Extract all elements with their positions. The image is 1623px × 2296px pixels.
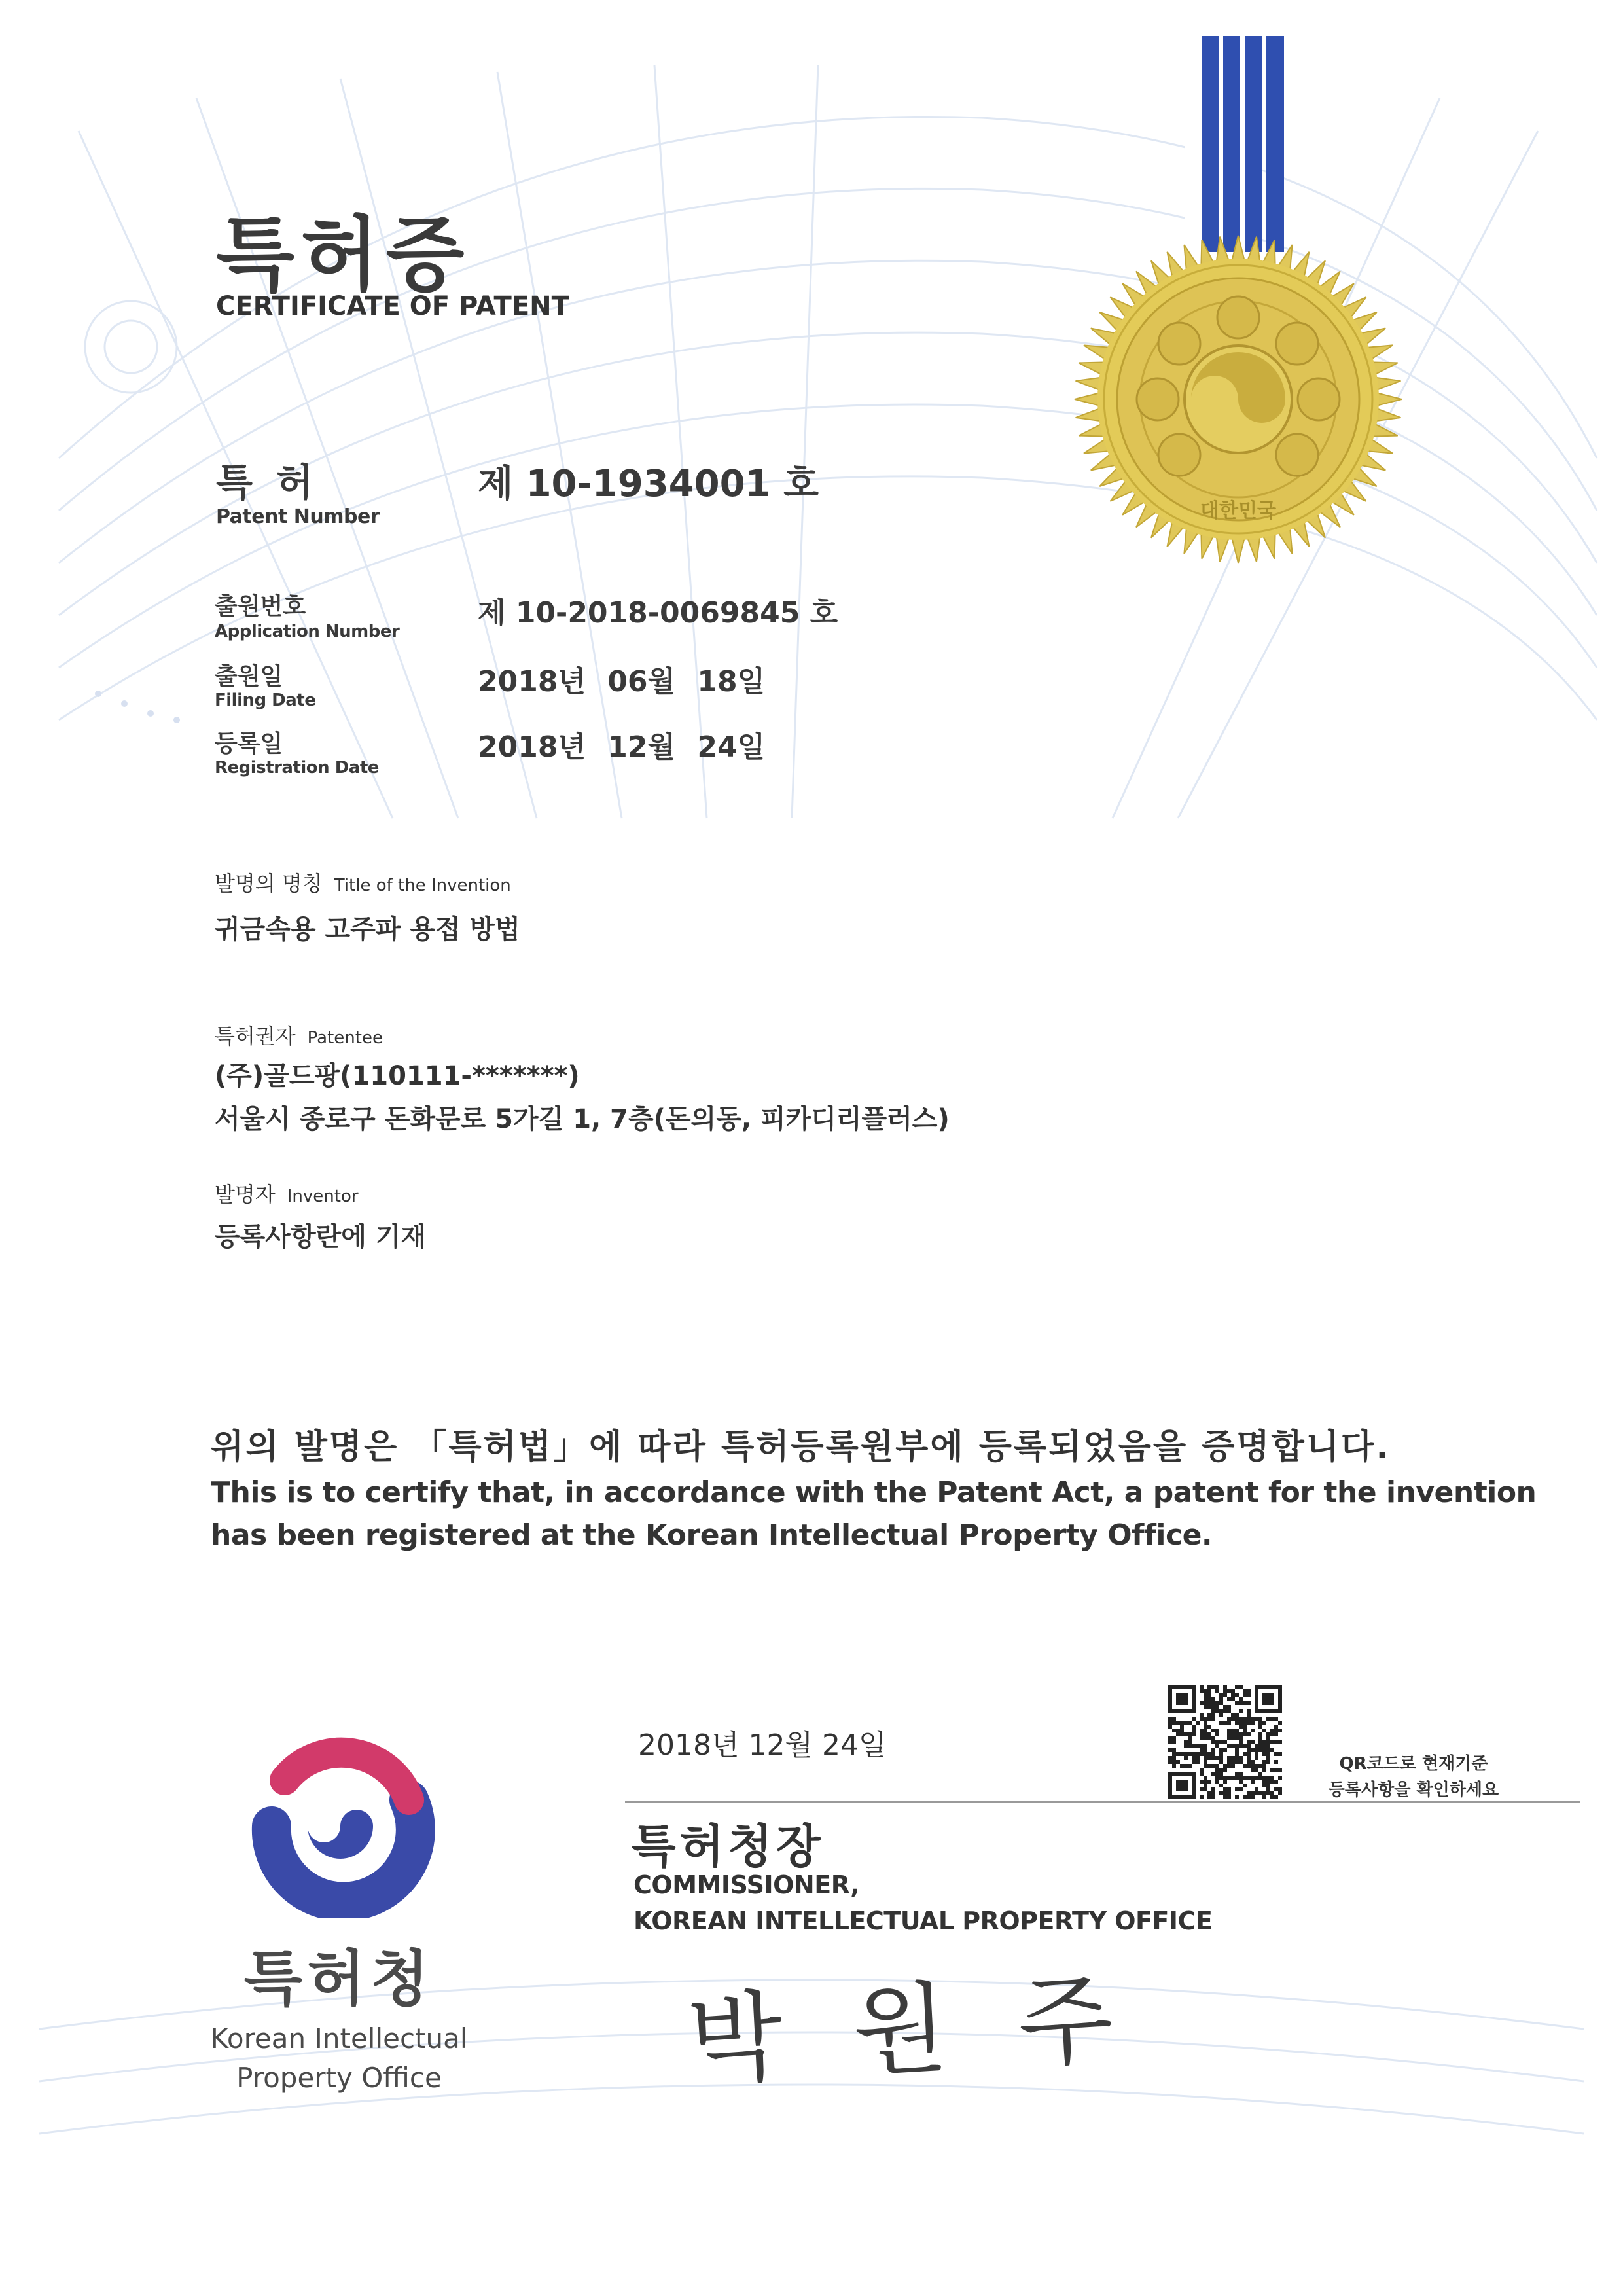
office-name-ko: 특허청 xyxy=(243,1944,435,2014)
invention-title-value: 귀금속용 고주파 용접 방법 xyxy=(215,914,520,944)
filing-date-label-en: Filing Date xyxy=(215,691,316,710)
inventor-label-ko: 발명자 xyxy=(215,1182,276,1207)
invention-title-label-en: Title of the Invention xyxy=(334,876,511,895)
certification-statement-ko: 위의 발명은 「특허법」에 따라 특허등록원부에 등록되었음을 증명합니다. xyxy=(211,1427,1391,1467)
commissioner-title-en-line1: COMMISSIONER, xyxy=(633,1871,860,1899)
patentee-label xyxy=(215,1020,383,1050)
patentee-label-ko: 특허권자 xyxy=(215,1024,296,1049)
application-number-label-ko: 출원번호 xyxy=(215,593,306,620)
seal-text: 대한민국 xyxy=(1200,499,1276,522)
commissioner-title-ko: 특허청장 xyxy=(632,1820,825,1873)
patentee-address: 서울시 종로구 돈화문로 5가길 1, 7층(돈의동, 피카디리플러스) xyxy=(215,1104,950,1134)
invention-title-label xyxy=(215,867,511,897)
patentee-name: (주)골드팡(110111-*******) xyxy=(215,1061,580,1091)
inventor-value: 등록사항란에 기재 xyxy=(215,1222,427,1252)
patent-number-label-en: Patent Number xyxy=(216,505,380,528)
office-name-en-line2: Property Office xyxy=(236,2062,442,2094)
patentee-label-en: Patentee xyxy=(307,1028,383,1048)
certification-statement-en-line1: This is to certify that, in accordance with the Patent Act, a patent for the invention xyxy=(211,1476,1537,1509)
filing-date-value: 2018년 06월 18일 xyxy=(478,665,766,698)
certification-statement-en-line2: has been registered at the Korean Intellectual Property Office. xyxy=(211,1518,1213,1552)
qr-note-line2: 등록사항을 확인하세요 xyxy=(1328,1780,1499,1800)
page-subtitle: CERTIFICATE OF PATENT xyxy=(216,291,569,321)
registration-date-value: 2018년 12월 24일 xyxy=(478,730,766,764)
qr-note xyxy=(1299,1751,1528,1803)
handwritten-signature: 박 원 주 xyxy=(685,1962,1135,2099)
gold-seal-emblem xyxy=(1067,36,1407,579)
taegeuk-logo-icon xyxy=(245,1728,435,1918)
filing-date-label-ko: 출원일 xyxy=(215,663,283,690)
office-name-en-line1: Korean Intellectual xyxy=(210,2022,468,2054)
inventor-label-en: Inventor xyxy=(287,1187,359,1206)
application-number-value: 제 10-2018-0069845 호 xyxy=(478,596,838,630)
commissioner-title-en-line2: KOREAN INTELLECTUAL PROPERTY OFFICE xyxy=(633,1907,1213,1935)
registration-date-label-en: Registration Date xyxy=(215,758,379,778)
signature-divider xyxy=(625,1801,1580,1803)
page-title: 특허증 xyxy=(216,208,471,302)
inventor-label xyxy=(215,1178,359,1208)
qr-code-icon[interactable] xyxy=(1168,1685,1286,1803)
invention-title-label-ko: 발명의 명칭 xyxy=(215,871,323,896)
qr-note-line1: QR코드로 현재기준 xyxy=(1339,1754,1488,1774)
patent-number-label-ko: 특 허 xyxy=(216,460,319,505)
issue-date: 2018년 12월 24일 xyxy=(638,1729,887,1762)
registration-date-label-ko: 등록일 xyxy=(215,730,283,757)
application-number-label-en: Application Number xyxy=(215,622,400,641)
patent-number-value: 제 10-1934001 호 xyxy=(478,463,819,505)
